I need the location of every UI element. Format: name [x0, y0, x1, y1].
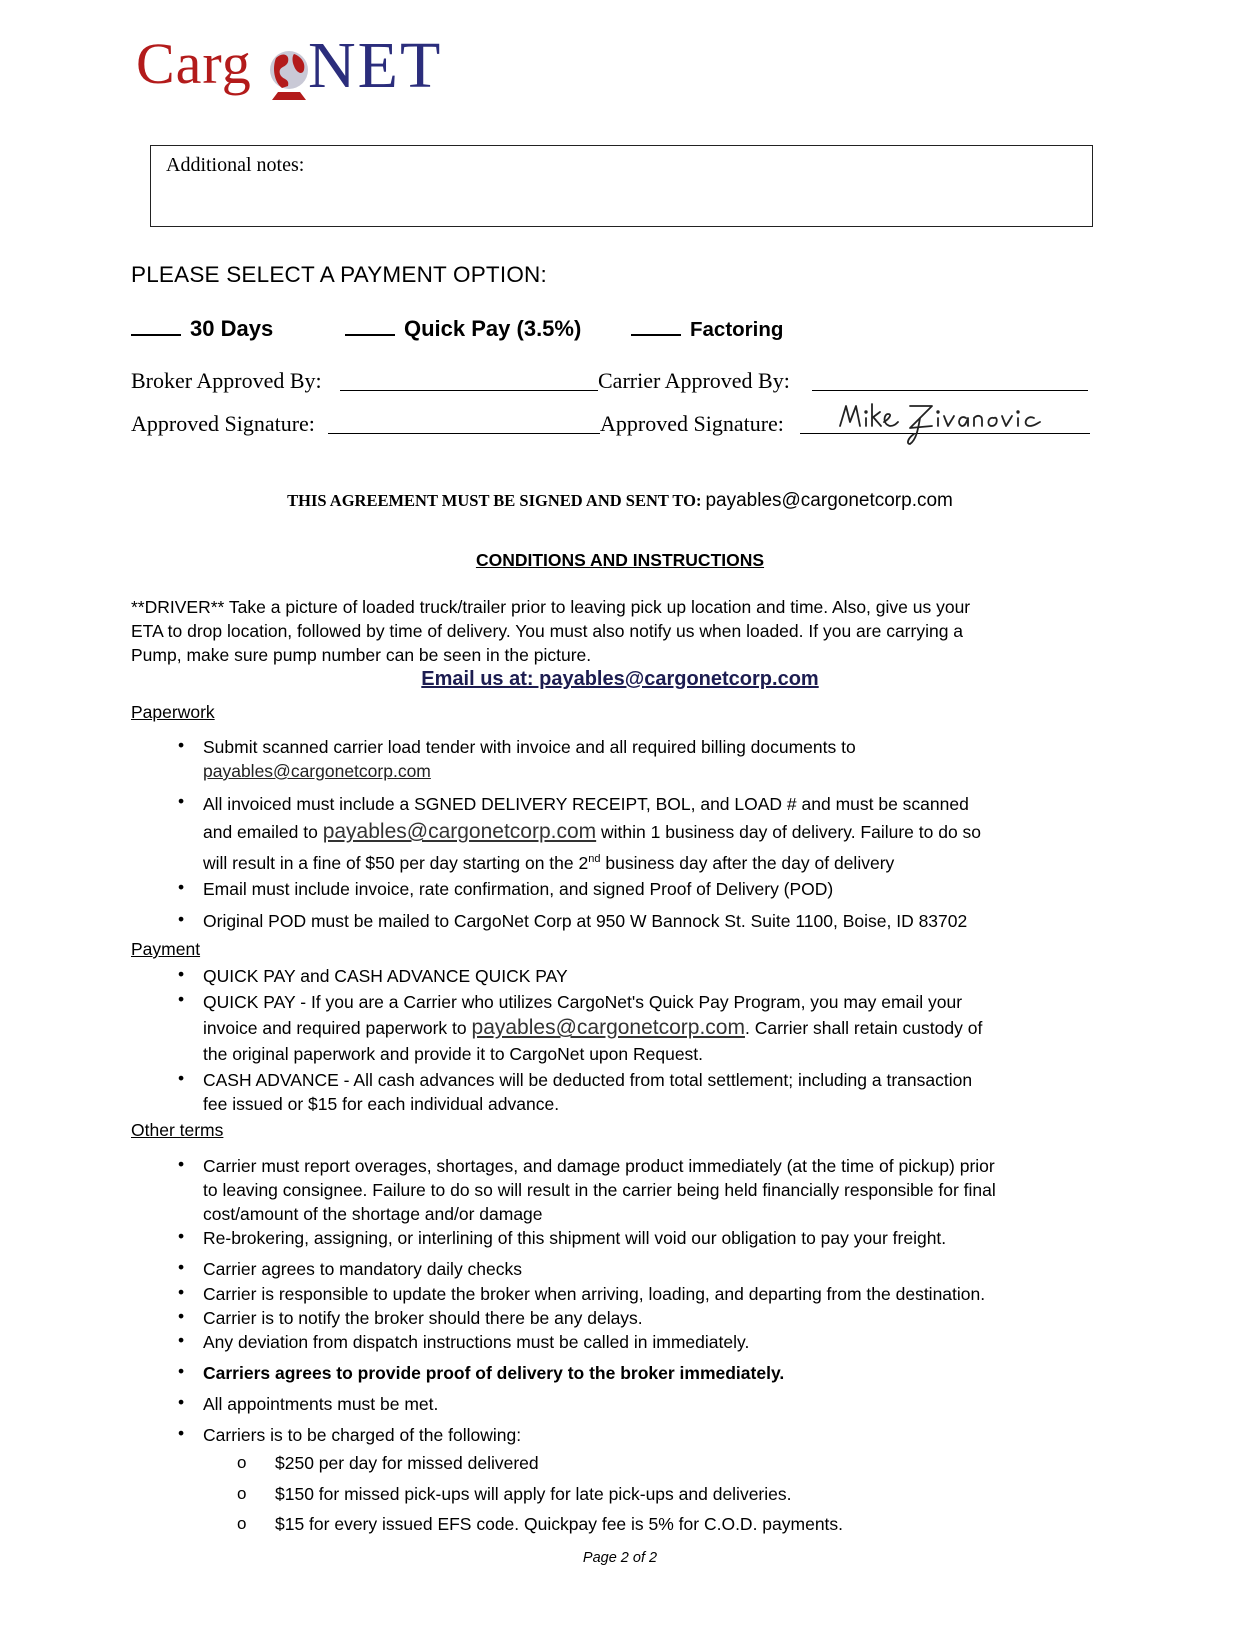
- bullet-icon: •: [178, 1330, 185, 1350]
- bullet-icon: •: [178, 1392, 185, 1412]
- payment-title: Payment: [131, 939, 201, 959]
- payment-item-2: [203, 989, 1113, 1067]
- payment-item-1: QUICK PAY and CASH ADVANCE QUICK PAY: [203, 966, 568, 986]
- bullet-icon: •: [178, 877, 185, 897]
- bullet-icon: •: [178, 1306, 185, 1326]
- charge-item-2: $150 for missed pick-ups will apply for late pick-ups and deliveries.: [275, 1484, 792, 1504]
- payment-option-heading: PLEASE SELECT A PAYMENT OPTION:: [131, 262, 547, 287]
- option-blank: [345, 316, 395, 336]
- option-label: Factoring: [690, 318, 784, 341]
- payables-email-link[interactable]: payables@cargonetcorp.com: [203, 761, 431, 781]
- carrier-approved-by-field[interactable]: [812, 390, 1088, 391]
- item-text: the original paperwork and provide it to CargoNet upon Request.: [203, 1044, 704, 1064]
- cargonet-logo: [136, 28, 456, 110]
- item-text: . Carrier shall retain custody of: [744, 1018, 983, 1038]
- driver-line: **DRIVER** Take a picture of loaded truck/trailer prior to leaving pick up location and time. Also, give us your: [131, 597, 971, 617]
- other-item-6: Any deviation from dispatch instructions must be called in immediately.: [203, 1332, 750, 1352]
- bullet-icon: •: [178, 1154, 185, 1174]
- logo-text-carg: Carg: [136, 31, 252, 96]
- item-text: Submit scanned carrier load tender with invoice and all required billing documents to: [203, 737, 856, 757]
- option-blank: [631, 316, 681, 336]
- additional-notes-label: Additional notes:: [166, 154, 305, 176]
- item-text: fee issued or $15 for each individual advance.: [203, 1094, 560, 1114]
- bullet-icon: •: [178, 1423, 185, 1443]
- other-item-4: Carrier is responsible to update the broker when arriving, loading, and departing from the destination.: [203, 1284, 986, 1304]
- bullet-icon: •: [178, 1361, 185, 1381]
- other-terms-title: Other terms: [131, 1120, 224, 1140]
- option-label: Quick Pay (3.5%): [404, 316, 582, 341]
- conditions-heading: CONDITIONS AND INSTRUCTIONS: [475, 550, 765, 570]
- item-text: CASH ADVANCE - All cash advances will be deducted from total settlement; including a transaction: [203, 1070, 973, 1090]
- bullet-icon: •: [178, 1068, 185, 1088]
- payment-item-3: [203, 1068, 1113, 1116]
- bullet-icon: •: [178, 1282, 185, 1302]
- bullet-icon: •: [178, 964, 185, 984]
- item-text: invoice and required paperwork to: [203, 1018, 467, 1038]
- other-item-8: All appointments must be met.: [203, 1394, 439, 1414]
- driver-line: Pump, make sure pump number can be seen in the picture.: [131, 645, 592, 665]
- page-number: Page 2 of 2: [582, 1550, 658, 1566]
- handwritten-signature: [836, 396, 1076, 448]
- driver-line: ETA to drop location, followed by time of delivery. You must also notify us when loaded. If you are carrying a: [131, 621, 964, 641]
- option-quick-pay[interactable]: [345, 316, 581, 342]
- other-item-9: Carriers is to be charged of the following:: [203, 1425, 522, 1445]
- other-item-7: Carriers agrees to provide proof of delivery to the broker immediately.: [203, 1363, 785, 1383]
- option-blank: [131, 316, 181, 336]
- bullet-icon: •: [178, 735, 185, 755]
- paperwork-title: Paperwork: [131, 702, 215, 722]
- additional-notes-box[interactable]: [150, 145, 1093, 227]
- email-us-link[interactable]: Email us at: payables@cargonetcorp.com: [421, 668, 819, 690]
- carrier-signature-label: Approved Signature:: [600, 411, 784, 436]
- sub-bullet-icon: o: [237, 1453, 247, 1472]
- item-text: within 1 business day of delivery. Failure to do so: [601, 822, 982, 842]
- globe-icon: [268, 42, 310, 100]
- item-text: QUICK PAY - If you are a Carrier who utilizes CargoNet's Quick Pay Program, you may email your: [203, 992, 963, 1012]
- other-item-1: [203, 1154, 1113, 1226]
- charge-item-3: $15 for every issued EFS code. Quickpay fee is 5% for C.O.D. payments.: [275, 1514, 844, 1534]
- item-text: to leaving consignee. Failure to do so will result in the carrier being held financially responsible for final: [203, 1180, 996, 1200]
- paperwork-item-2: [203, 791, 1113, 877]
- item-text: will result in a fine of $50 per day starting on the 2: [203, 852, 589, 873]
- sub-bullet-icon: o: [237, 1514, 247, 1533]
- agreement-email[interactable]: payables@cargonetcorp.com: [705, 490, 953, 511]
- agreement-label: THIS AGREEMENT MUST BE SIGNED AND SENT TO:: [287, 491, 702, 510]
- paperwork-item-4: Original POD must be mailed to CargoNet Corp at 950 W Bannock St. Suite 1100, Boise, ID 83702: [203, 911, 968, 931]
- bullet-icon: •: [178, 1257, 185, 1277]
- ordinal-suffix: nd: [588, 853, 601, 865]
- option-30-days[interactable]: [131, 316, 273, 342]
- agreement-send-line: [0, 490, 1240, 512]
- broker-signature-label: Approved Signature:: [131, 411, 315, 436]
- payables-email-link[interactable]: payables@cargonetcorp.com: [322, 820, 597, 843]
- bullet-icon: •: [178, 1226, 185, 1246]
- broker-approved-by-label: Broker Approved By:: [131, 368, 322, 393]
- item-text: All invoiced must include a SGNED DELIVERY RECEIPT, BOL, and LOAD # and must be scanned: [203, 794, 969, 814]
- broker-signature-field[interactable]: [328, 433, 600, 434]
- broker-approved-by-field[interactable]: [340, 390, 598, 391]
- option-label: 30 Days: [190, 316, 274, 341]
- bullet-icon: •: [178, 909, 185, 929]
- item-text: and emailed to: [203, 822, 318, 842]
- option-factoring[interactable]: [631, 316, 783, 342]
- item-text: cost/amount of the shortage and/or damage: [203, 1204, 543, 1224]
- paperwork-item-3: Email must include invoice, rate confirmation, and signed Proof of Delivery (POD): [203, 879, 834, 899]
- driver-instructions: [131, 595, 1121, 667]
- bullet-icon: •: [178, 989, 185, 1009]
- bullet-icon: •: [178, 791, 185, 811]
- sub-bullet-icon: o: [237, 1484, 247, 1503]
- item-text: business day after the day of delivery: [605, 852, 895, 873]
- carrier-approved-by-label: Carrier Approved By:: [598, 368, 790, 393]
- other-item-3: Carrier agrees to mandatory daily checks: [203, 1259, 523, 1279]
- other-item-2: Re-brokering, assigning, or interlining of this shipment will void our obligation to pay your freight.: [203, 1228, 947, 1248]
- payables-email-link[interactable]: payables@cargonetcorp.com: [471, 1016, 745, 1039]
- item-text: Carrier must report overages, shortages, and damage product immediately (at the time of pickup) prior: [203, 1156, 995, 1176]
- charge-item-1: $250 per day for missed delivered: [275, 1453, 539, 1473]
- paperwork-item-1: [203, 735, 1113, 783]
- logo-text-net: NET: [308, 29, 443, 102]
- other-item-5: Carrier is to notify the broker should there be any delays.: [203, 1308, 643, 1328]
